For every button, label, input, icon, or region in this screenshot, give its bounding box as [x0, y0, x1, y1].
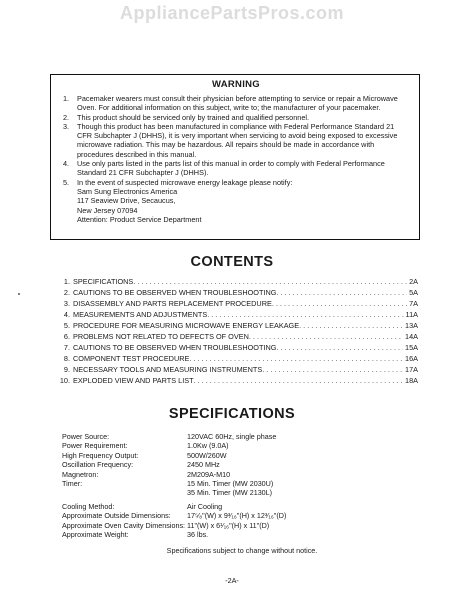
contents-title: CONTENTS: [190, 254, 274, 270]
spec-row: [62, 479, 422, 488]
toc-number: 6.: [63, 332, 70, 341]
toc-entry: [58, 320, 418, 331]
toc-title: DISASSEMBLY AND PARTS REPLACEMENT PROCEDURE: [73, 299, 272, 308]
toc-number: 4.: [63, 310, 70, 319]
warning-item: [63, 159, 409, 178]
toc-leader: [299, 320, 403, 331]
toc-page: 2A: [409, 277, 418, 286]
toc-title: CAUTIONS TO BE OBSERVED WHEN TROUBLESHOOTING: [73, 343, 277, 352]
toc-leader: [262, 364, 403, 375]
toc-leader: [207, 309, 403, 320]
address-line: New Jersey 07094: [77, 205, 138, 215]
spec-value: 1.0Kw (9.0A): [187, 441, 229, 451]
spec-row: [62, 451, 422, 460]
warning-box: [50, 74, 420, 240]
spec-label: Power Source:: [62, 432, 110, 441]
address-line: Attention: Product Service Department: [77, 214, 202, 224]
toc-title: MEASUREMENTS AND ADJUSTMENTS: [73, 310, 208, 319]
toc-number: 5.: [63, 321, 70, 330]
spec-value: 2M209A-M10: [187, 469, 231, 479]
spec-row: [62, 530, 422, 539]
toc-page: 14A: [405, 332, 418, 341]
toc-title: CAUTIONS TO BE OBSERVED WHEN TROUBLESHOOTING: [73, 288, 277, 297]
warning-item-text: Use only parts listed in the parts list of this manual in order to comply with Federal Performance Standard 21 CFR Subchapter J (DHHS).: [77, 159, 385, 178]
scan-speck: [18, 293, 20, 295]
warning-item-number: 5.: [63, 177, 70, 187]
warning-item: [63, 94, 409, 113]
toc-number: 1.: [63, 277, 70, 286]
warning-item: [63, 122, 409, 159]
service-address: [77, 187, 409, 224]
toc-entry: [58, 375, 418, 386]
toc-number: 8.: [63, 354, 70, 363]
spec-label: Approximate Weight:: [62, 530, 129, 540]
toc-entry: [58, 364, 418, 375]
toc-page: 5A: [409, 288, 418, 297]
spec-row: [62, 521, 422, 530]
watermark: AppliancePartsPros.com: [119, 3, 345, 23]
spec-value: 35 Min. Timer (MW 2130L): [187, 488, 273, 498]
spec-label: Cooling Method:: [62, 501, 115, 511]
toc-leader: [249, 331, 403, 342]
toc-page: 7A: [409, 299, 418, 308]
toc-leader: [276, 287, 407, 298]
warning-item-text: Pacemaker wearers must consult their physician before attempting to service or repair a Microwave Oven. For additional information on this subject, write to; the manufacturer of your pacemaker.: [77, 94, 398, 113]
spec-row: [62, 441, 422, 450]
warning-item-number: 2.: [63, 112, 70, 122]
toc-leader: [189, 353, 403, 364]
warning-item-number: 3.: [63, 121, 70, 131]
toc-number: 3.: [63, 299, 70, 308]
spec-value: 500W/260W: [187, 450, 227, 460]
spec-row: [62, 470, 422, 479]
toc-page: 17A: [405, 365, 418, 374]
toc-entry: [58, 309, 418, 320]
toc-number: 9.: [63, 365, 70, 374]
warning-title: WARNING: [211, 79, 260, 90]
spec-label: Power Requirement:: [62, 441, 128, 451]
toc-number: 10.: [59, 376, 70, 385]
spec-label: Timer:: [62, 479, 83, 489]
toc-entry: [58, 276, 418, 287]
spec-row: [62, 511, 422, 520]
address-line: Sam Sung Electronics America: [77, 186, 178, 196]
toc-entry: [58, 353, 418, 364]
toc-page: 16A: [405, 354, 418, 363]
toc-page: 15A: [405, 343, 418, 352]
warning-item-number: 1.: [63, 94, 70, 103]
warning-item: [63, 113, 409, 122]
toc-leader: [133, 276, 407, 287]
toc-page: 11A: [405, 310, 418, 319]
spec-value: 17⁵⁄₈"(W) x 9³⁄₁₆"(H) x 12³⁄₁₆"(D): [187, 511, 287, 521]
toc-title: COMPONENT TEST PROCEDURE: [73, 354, 190, 363]
toc-leader: [276, 342, 403, 353]
address-line: 117 Seaview Drive, Secaucus,: [77, 196, 176, 206]
specifications-table: [62, 432, 422, 539]
specifications-title: SPECIFICATIONS: [168, 406, 296, 422]
spec-label: High Frequency Output:: [62, 450, 139, 460]
toc-page: 18A: [405, 376, 418, 385]
spec-row: [62, 460, 422, 469]
toc-title: PROBLEMS NOT RELATED TO DEFECTS OF OVEN: [73, 332, 249, 341]
spec-row: [62, 502, 422, 511]
toc-title: EXPLODED VIEW AND PARTS LIST: [73, 376, 194, 385]
toc-entry: [58, 287, 418, 298]
toc-number: 7.: [63, 343, 70, 352]
toc-title: SPECIFICATIONS: [73, 277, 134, 286]
spec-value: Air Cooling: [187, 501, 223, 511]
spec-label: Oscillation Frequency:: [62, 460, 134, 470]
toc-number: 2.: [63, 288, 70, 297]
spec-value: 11"(W) x 6¹⁄₁₆"(H) x 11"(D): [187, 520, 270, 530]
warning-item-text: This product should be serviced only by trained and qualified personnel.: [77, 112, 310, 122]
warning-list: [63, 94, 409, 187]
toc-entry: [58, 331, 418, 342]
spec-label: [62, 488, 187, 497]
spec-row: [62, 488, 422, 497]
spec-value: 15 Min. Timer (MW 2030U): [187, 479, 274, 489]
warning-item-text: Though this product has been manufactured in compliance with Federal Performance Standard 21 CFR Subchapter J (DHHS), it is very important when servicing to avoid being exposed to excessive microwave radiation. This may be hazardous. All repairs should be made in accordance with procedures described in this manual.: [77, 121, 398, 159]
spec-label: Approximate Outside Dimensions:: [62, 511, 171, 521]
spec-value: 2450 MHz: [187, 460, 220, 470]
toc-title: NECESSARY TOOLS AND MEASURING INSTRUMENTS: [73, 365, 263, 374]
spec-row: [62, 432, 422, 441]
toc-leader: [194, 375, 403, 386]
spec-label: Magnetron:: [62, 469, 99, 479]
toc-entry: [58, 342, 418, 353]
warning-item: [63, 178, 409, 187]
page-number: -2A-: [225, 576, 239, 585]
toc-page: 13A: [405, 321, 418, 330]
toc-entry: [58, 298, 418, 309]
spec-value: 36 lbs.: [187, 530, 209, 540]
spec-value: 120VAC 60Hz, single phase: [187, 432, 277, 441]
spec-label: Approximate Oven Cavity Dimensions:: [62, 520, 186, 530]
toc-title: PROCEDURE FOR MEASURING MICROWAVE ENERGY LEAKAGE: [73, 321, 300, 330]
warning-item-number: 4.: [63, 159, 70, 169]
toc-leader: [272, 298, 407, 309]
specifications-note: Specifications subject to change without notice.: [166, 546, 318, 555]
table-of-contents: [58, 276, 418, 386]
warning-item-text: In the event of suspected microwave energy leakage please notify:: [77, 177, 293, 187]
